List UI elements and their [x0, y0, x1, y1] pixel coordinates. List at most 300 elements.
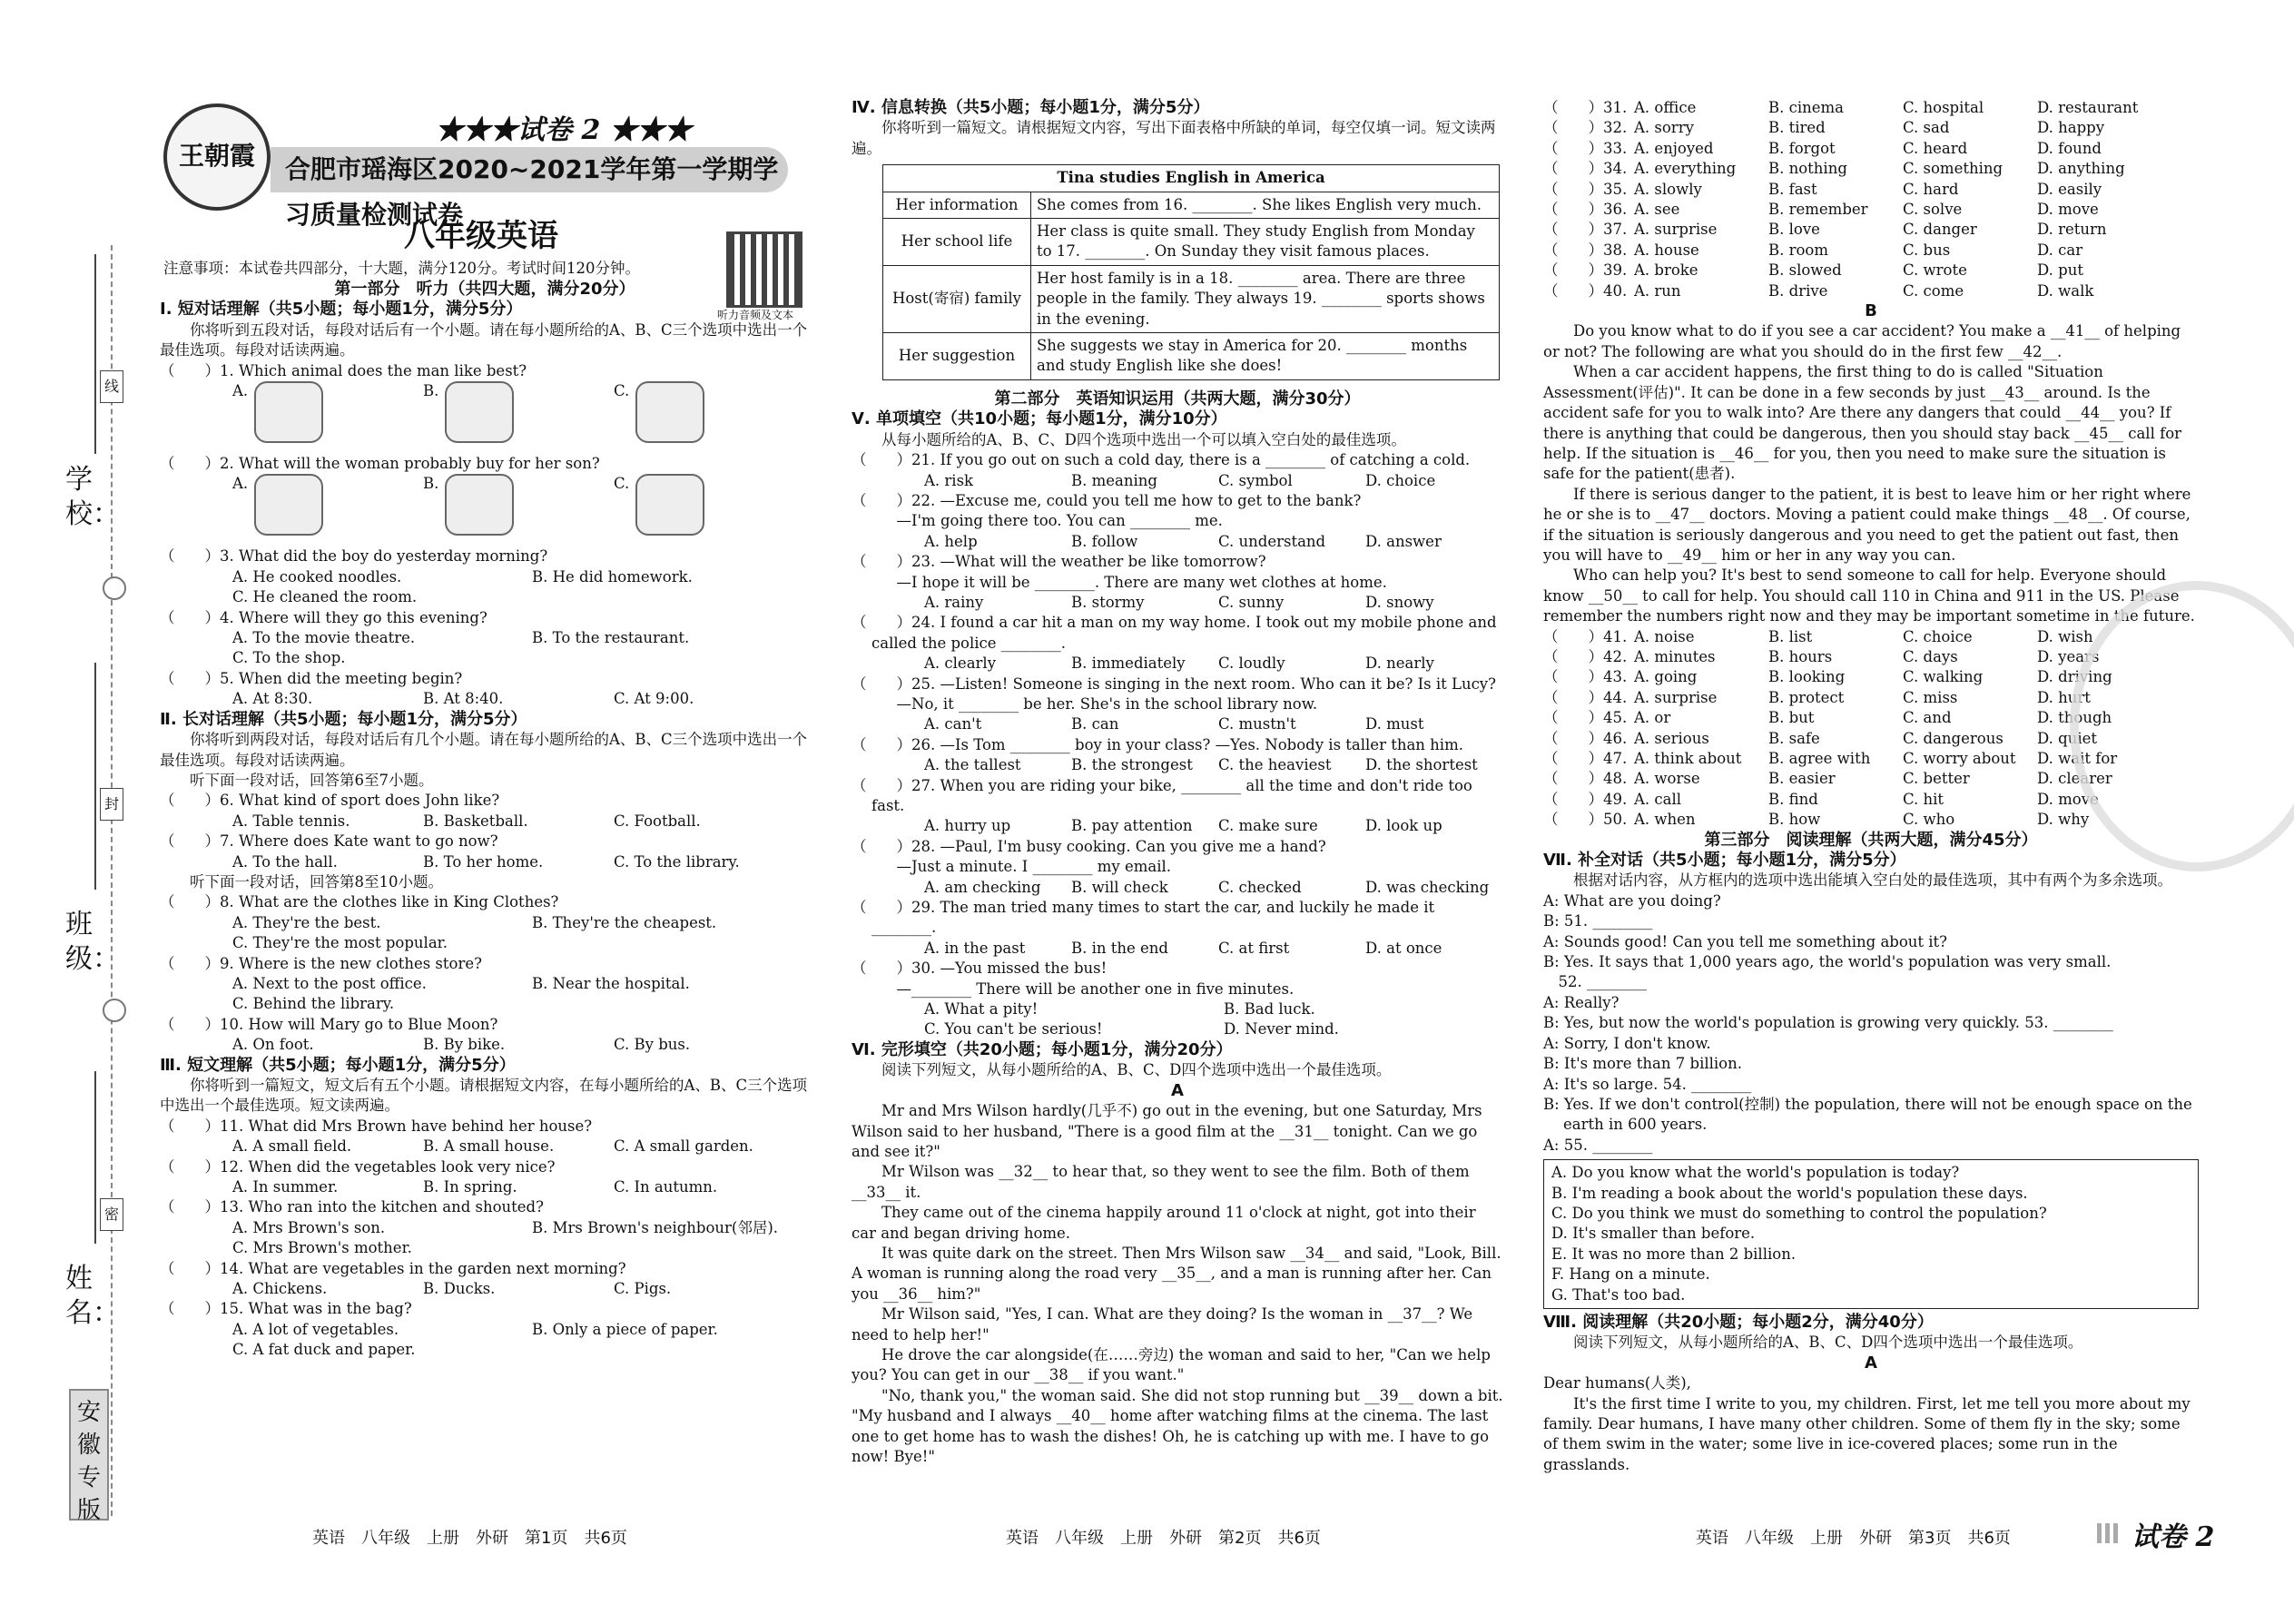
- question-stem: （ ）29. The man tried many times to start the car, and luckily he made it ________.: [852, 899, 1435, 937]
- picture-option[interactable]: [614, 381, 804, 401]
- option[interactable]: B. He did homework.: [532, 567, 693, 586]
- question-stem: （ ）8. What are the clothes like in King Clothes?: [160, 893, 559, 911]
- option[interactable]: D. return: [2037, 221, 2107, 239]
- option[interactable]: B. At 8:40.: [423, 690, 504, 708]
- option[interactable]: D. nearly: [1365, 655, 1434, 673]
- option[interactable]: A. risk: [924, 471, 974, 489]
- option[interactable]: C. choice: [1903, 627, 1973, 645]
- section-heading: 第一部分 听力（共四大题，满分20分）: [334, 280, 635, 299]
- option[interactable]: A. Mrs Brown's son.: [232, 1218, 386, 1236]
- option[interactable]: A. going: [1634, 668, 1698, 686]
- option[interactable]: B. find: [1768, 790, 1818, 808]
- option[interactable]: A. A lot of vegetables.: [232, 1320, 399, 1338]
- option[interactable]: C. at first: [1218, 939, 1290, 957]
- options-row: [160, 994, 810, 1014]
- instruction-text: They came out of the cinema happily around 11 o'clock at night, got into their car and began driving home.: [852, 1204, 1476, 1242]
- option[interactable]: B. Only a piece of paper.: [532, 1320, 718, 1338]
- instruction-text: It was quite dark on the street. Then Mrs Wilson saw __34__ and said, "Look, Bill. A woman is running along the road very __35__, and a man is running after her. Can you __36__ him?": [852, 1244, 1501, 1303]
- option[interactable]: A. He cooked noodles.: [232, 567, 402, 586]
- option[interactable]: C. Behind the library.: [232, 995, 395, 1013]
- option[interactable]: A. To the movie theatre.: [232, 629, 416, 647]
- option[interactable]: B. how: [1768, 811, 1821, 829]
- option[interactable]: A. clearly: [924, 655, 997, 673]
- option[interactable]: D. move: [2037, 790, 2099, 808]
- dialogue-line: B: Yes. It says that 1,000 years ago, the world's population was very small.: [1543, 953, 2112, 971]
- option[interactable]: C. solve: [1903, 201, 1963, 219]
- option[interactable]: A. hurry up: [924, 817, 1011, 835]
- question-stem: （ ）11. What did Mrs Brown have behind her house?: [160, 1117, 593, 1135]
- question-stem: （ ）1. Which animal does the man like best?: [160, 361, 527, 379]
- option[interactable]: B. the strongest: [1071, 756, 1193, 774]
- picture-options: [160, 474, 810, 546]
- option[interactable]: B. cinema: [1768, 99, 1845, 116]
- option[interactable]: A. enjoyed: [1634, 139, 1714, 157]
- question-number: （ ）38.: [1543, 241, 1628, 259]
- option[interactable]: C. A fat duck and paper.: [232, 1341, 416, 1359]
- instruction-text: Mr Wilson said, "Yes, I can. What are they doing? Is the woman in __37__? We need to help her!": [852, 1305, 1473, 1343]
- option[interactable]: B. To her home.: [423, 852, 544, 871]
- instruction-text: Mr and Mrs Wilson hardly(几乎不) go out in the evening, but one Saturday, Mrs Wilson said to her husband, "There is a good film at the __31__ tonight. Can we go and see it?": [852, 1102, 1482, 1160]
- option[interactable]: A. Next to the post office.: [232, 974, 427, 992]
- question-stem: （ ）27. When you are riding your bike, ________ all the time and don't ride too fast.: [852, 776, 1472, 814]
- question-number: （ ）35.: [1543, 180, 1628, 198]
- question-number: （ ）48.: [1543, 770, 1628, 788]
- question-stem: —I'm going there too. You can ________ me.: [852, 512, 1223, 530]
- option[interactable]: D. quiet: [2037, 729, 2097, 747]
- options-row: [1543, 241, 2199, 261]
- option[interactable]: C. bus: [1903, 241, 1951, 259]
- row-text: She comes from 16. ________. She likes English very much.: [1031, 192, 1500, 218]
- option[interactable]: A. To the hall.: [232, 852, 338, 871]
- table-title: Tina studies English in America: [883, 165, 1500, 192]
- option[interactable]: A. surprise: [1634, 221, 1718, 239]
- instruction-text: Who can help you? It's best to send someone to call for help. Everyone should know __50__ to call for help. You should call 110 in China and 911 in the US. Please remember the numbers right now and they may be important sometime in the future.: [1543, 566, 2195, 625]
- option[interactable]: D. answer: [1365, 532, 1442, 550]
- column-2: [852, 98, 1503, 1467]
- instruction-text: When a car accident happens, the first thing to do is called "Situation Assessment(评估)". It can be done in a few seconds by just __43__ around. Is the accident safe for you to walk into? Are there any dangers that could __44__ you? If there is anything that could be dangerous, then you should stay back __45__ call for help. If the situation is __46__ for you, then you need to make sure the situation is safe for the patient(患者).: [1543, 363, 2182, 483]
- instruction-text: 你将听到两段对话，每段对话后有几个小题。请在每小题所给的A、B、C三个选项中选出一个最佳选项。每段对话读两遍。: [160, 731, 808, 769]
- options-row: [160, 1340, 810, 1360]
- option[interactable]: C. To the shop.: [232, 649, 346, 667]
- option[interactable]: C. danger: [1903, 221, 1977, 239]
- option[interactable]: A. when: [1634, 811, 1696, 829]
- option[interactable]: C. heard: [1903, 139, 1968, 157]
- option[interactable]: B. slowed: [1768, 261, 1842, 280]
- options-row: [160, 933, 810, 953]
- option[interactable]: A. On foot.: [232, 1036, 314, 1054]
- option[interactable]: A. slowly: [1634, 180, 1702, 198]
- option[interactable]: A. They're the best.: [232, 913, 381, 931]
- picture-option[interactable]: [423, 381, 614, 401]
- passage-label: B: [1865, 301, 1877, 321]
- option-letter: B.: [423, 382, 439, 400]
- options-row: [160, 1177, 810, 1197]
- option[interactable]: D. happy: [2037, 119, 2105, 137]
- option[interactable]: A. or: [1634, 709, 1671, 727]
- options-row: [852, 816, 1503, 836]
- instruction-text: 你将听到五段对话，每段对话后有一个小题。请在每小题所给的A、B、C三个选项中选出一个最佳选项。每段对话读两遍。: [160, 320, 808, 359]
- option[interactable]: B. tired: [1768, 119, 1826, 137]
- option[interactable]: A. serious: [1634, 729, 1709, 747]
- question-stem: （ ）28. —Paul, I'm busy cooking. Can you give me a hand?: [852, 837, 1326, 855]
- option[interactable]: C. sad: [1903, 119, 1950, 137]
- option[interactable]: B. agree with: [1768, 750, 1871, 767]
- question-stem: （ ）12. When did the vegetables look very nice?: [160, 1157, 556, 1176]
- question-number: （ ）42.: [1543, 647, 1628, 665]
- option[interactable]: D. put: [2037, 261, 2083, 280]
- options-row: [160, 628, 810, 648]
- option[interactable]: C. come: [1903, 281, 1964, 300]
- option[interactable]: C. He cleaned the room.: [232, 588, 418, 606]
- picture-option[interactable]: [614, 474, 804, 494]
- exam-notice: 注意事项：本试卷共四部分，十大题，满分120分。考试时间120分钟。: [163, 260, 640, 277]
- row-text: Her host family is in a 18. ________ area. There are three people in the family. They always 19. ________ sports shows in the evening.: [1031, 265, 1500, 332]
- option-picture-icon: [635, 474, 704, 536]
- question-stem: （ ）30. —You missed the bus!: [852, 960, 1108, 978]
- options-row: [160, 852, 810, 872]
- options-row: [160, 689, 810, 709]
- option[interactable]: A. What a pity!: [924, 1000, 1039, 1019]
- option[interactable]: B. room: [1768, 241, 1829, 259]
- option[interactable]: D. snowy: [1365, 593, 1434, 611]
- option[interactable]: B. nothing: [1768, 160, 1847, 178]
- option[interactable]: B. Near the hospital.: [532, 974, 690, 992]
- passage-label: A: [1865, 1353, 1877, 1373]
- options-row: [1543, 220, 2199, 240]
- option[interactable]: B. By bike.: [423, 1036, 506, 1054]
- option[interactable]: A. am checking: [924, 878, 1041, 896]
- option[interactable]: A. rainy: [924, 593, 984, 611]
- options-row: [1543, 180, 2199, 200]
- binding-hole: [103, 576, 126, 600]
- option[interactable]: C. understand: [1218, 532, 1326, 550]
- option[interactable]: A. in the past: [924, 939, 1026, 957]
- option[interactable]: D. wish: [2037, 627, 2093, 645]
- question-number: （ ）46.: [1543, 729, 1628, 747]
- options-row: [852, 1019, 1503, 1039]
- option[interactable]: A. surprise: [1634, 688, 1718, 706]
- option[interactable]: A. minutes: [1634, 647, 1716, 665]
- option[interactable]: D. restaurant: [2037, 99, 2139, 116]
- instruction-text: 听下面一段对话，回答第6至7小题。: [190, 771, 434, 789]
- province-tag: 安徽专版: [69, 1389, 109, 1521]
- section-heading: Ⅵ. 完形填空（共20小题；每小题1分，满分20分）: [852, 1039, 1233, 1059]
- option[interactable]: D. car: [2037, 241, 2083, 259]
- option[interactable]: D. though: [2037, 709, 2112, 727]
- options-row: [1543, 118, 2199, 138]
- option[interactable]: B. fast: [1768, 180, 1817, 198]
- options-row: [852, 714, 1503, 734]
- question-stem: （ ）6. What kind of sport does John like?: [160, 792, 500, 810]
- option[interactable]: A. think about: [1634, 750, 1742, 767]
- instruction-text: If there is serious danger to the patient, it is best to leave him or her right where he or she is to __47__ doctors. Moving a patient could make things __48__. Of course, if the situation is seriously dangerous and you need to get the patient out fast, then you will have to __49__ him or her in any way you can.: [1543, 485, 2191, 564]
- table-row: [883, 219, 1500, 266]
- option[interactable]: B. immediately: [1071, 655, 1186, 673]
- section-heading: Ⅲ. 短文理解（共5小题；每小题1分，满分5分）: [160, 1055, 516, 1075]
- question-stem: （ ）4. Where will they go this evening?: [160, 608, 487, 626]
- option[interactable]: C. checked: [1218, 878, 1302, 896]
- question-stem: （ ）23. —What will the weather be like tomorrow?: [852, 553, 1266, 571]
- dialogue-line: A: It's so large. 54. ________: [1543, 1075, 1752, 1093]
- option[interactable]: C. In autumn.: [614, 1178, 718, 1196]
- option[interactable]: A. broke: [1634, 261, 1698, 280]
- option[interactable]: B. Basketball.: [423, 812, 528, 830]
- options-row: [852, 878, 1503, 898]
- option[interactable]: D. years: [2037, 647, 2100, 665]
- option[interactable]: A. worse: [1634, 770, 1700, 788]
- question-number: （ ）33.: [1543, 139, 1628, 157]
- picture-option[interactable]: [232, 474, 423, 494]
- option-letter: C.: [614, 382, 630, 400]
- section-heading: Ⅴ. 单项填空（共10小题；每小题1分，满分10分）: [852, 409, 1227, 429]
- option[interactable]: C. To the library.: [614, 852, 740, 871]
- option[interactable]: B. remember: [1768, 201, 1868, 219]
- instruction-text: 阅读下列短文，从每小题所给的A、B、C、D四个选项中选出一个最佳选项。: [1573, 1334, 2083, 1352]
- paper-badge: 试卷 2: [2132, 1521, 2215, 1553]
- option[interactable]: C. the heaviest: [1218, 756, 1332, 774]
- option[interactable]: C. You can't be serious!: [924, 1020, 1103, 1038]
- option[interactable]: B. Ducks.: [423, 1280, 496, 1298]
- row-label: Host(寄宿) family: [883, 265, 1031, 332]
- box-option: C. Do you think we must do something to control the population?: [1551, 1204, 2047, 1222]
- option[interactable]: C. Football.: [614, 812, 701, 830]
- option[interactable]: B. Bad luck.: [1224, 1000, 1315, 1019]
- options-row: [160, 1218, 810, 1238]
- option[interactable]: D. was checking: [1365, 878, 1490, 896]
- option[interactable]: C. They're the most popular.: [232, 934, 448, 952]
- option[interactable]: B. will check: [1071, 878, 1168, 896]
- option[interactable]: D. clearer: [2037, 770, 2112, 788]
- page-footer: 英语 八年级 上册 外研 第1页 共6页: [312, 1529, 627, 1548]
- options-row: [160, 1137, 810, 1156]
- options-row: [1543, 139, 2199, 159]
- box-option: F. Hang on a minute.: [1551, 1265, 1710, 1284]
- option[interactable]: A. At 8:30.: [232, 690, 313, 708]
- options-row: [852, 532, 1503, 552]
- option[interactable]: C. dangerous: [1903, 729, 2004, 747]
- option[interactable]: C. At 9:00.: [614, 690, 694, 708]
- question-number: （ ）37.: [1543, 221, 1628, 239]
- question-number: （ ）36.: [1543, 201, 1628, 219]
- option[interactable]: D. Never mind.: [1224, 1020, 1339, 1038]
- options-row: [160, 1238, 810, 1258]
- row-text: She suggests we stay in America for 20. ________ months and study English like she does!: [1031, 333, 1500, 380]
- option[interactable]: A. see: [1634, 201, 1680, 219]
- question-number: （ ）50.: [1543, 811, 1628, 829]
- option[interactable]: A. run: [1634, 281, 1681, 300]
- option[interactable]: C. wrote: [1903, 261, 1967, 280]
- option[interactable]: B. protect: [1768, 688, 1845, 706]
- secret-mark: 密: [100, 1198, 123, 1231]
- option[interactable]: D. the shortest: [1365, 756, 1478, 774]
- option[interactable]: D. choice: [1365, 471, 1436, 489]
- instruction-text: 根据对话内容，从方框内的选项中选出能填入空白处的最佳选项，其中有两个为多余选项。: [1573, 871, 2172, 890]
- question-stem: （ ）15. What was in the bag?: [160, 1300, 412, 1318]
- options-row: [1543, 200, 2199, 220]
- option[interactable]: A. sorry: [1634, 119, 1694, 137]
- option[interactable]: C. By bus.: [614, 1036, 691, 1054]
- box-option: G. That's too bad.: [1551, 1285, 1686, 1304]
- question-stem: —No, it ________ be her. She's in the school library now.: [852, 694, 1318, 713]
- option[interactable]: A. house: [1634, 241, 1699, 259]
- option[interactable]: D. anything: [2037, 160, 2125, 178]
- option[interactable]: A. call: [1634, 790, 1682, 808]
- option[interactable]: B. in the end: [1071, 939, 1168, 957]
- dialogue-line: 52. ________: [1543, 973, 1647, 991]
- option[interactable]: C. make sure: [1218, 817, 1318, 835]
- option[interactable]: C. hit: [1903, 790, 1944, 808]
- option[interactable]: B. love: [1768, 221, 1820, 239]
- dialogue-line: B: 51. ________: [1543, 912, 1653, 930]
- option[interactable]: C. better: [1903, 770, 1970, 788]
- option[interactable]: D. easily: [2037, 180, 2102, 198]
- option[interactable]: C. and: [1903, 709, 1952, 727]
- options-row: [852, 593, 1503, 613]
- option[interactable]: D. why: [2037, 811, 2090, 829]
- exam-title: 合肥市瑶海区2020~2021学年第一学期学习质量检测试卷: [271, 147, 788, 192]
- option[interactable]: A. can't: [924, 715, 982, 733]
- picture-option[interactable]: [423, 474, 614, 494]
- option-picture-icon: [254, 474, 323, 536]
- qr-caption: 听力音频及文本: [717, 309, 794, 321]
- options-row: [852, 755, 1503, 775]
- option[interactable]: A. Table tennis.: [232, 812, 350, 830]
- options-row: [852, 654, 1503, 674]
- question-stem: （ ）7. Where does Kate want to go now?: [160, 832, 498, 851]
- options-row: [160, 812, 810, 832]
- option[interactable]: A. A small field.: [232, 1137, 352, 1156]
- row-label: Her suggestion: [883, 333, 1031, 380]
- question-number: （ ）49.: [1543, 790, 1628, 808]
- option[interactable]: A. everything: [1634, 160, 1737, 178]
- options-row: [1543, 281, 2199, 301]
- box-option: D. It's smaller than before.: [1551, 1225, 1756, 1243]
- option[interactable]: B. can: [1071, 715, 1119, 733]
- section-heading: Ⅱ. 长对话理解（共5小题；每小题1分，满分5分）: [160, 709, 527, 729]
- instruction-text: 阅读下列短文，从每小题所给的A、B、C、D四个选项中选出一个最佳选项。: [881, 1061, 1392, 1079]
- option[interactable]: A. help: [924, 532, 978, 550]
- table-row: [883, 265, 1500, 332]
- option[interactable]: A. Chickens.: [232, 1280, 328, 1298]
- instruction-text: 你将听到一篇短文。请根据短文内容，写出下面表格中所缺的单词，每空仅填一词。短文读两遍。: [852, 119, 1496, 157]
- option[interactable]: C. A small garden.: [614, 1137, 753, 1156]
- option[interactable]: D. walk: [2037, 281, 2094, 300]
- page-footer: 英语 八年级 上册 外研 第2页 共6页: [1006, 1529, 1321, 1548]
- question-stem: （ ）10. How will Mary go to Blue Moon?: [160, 1015, 498, 1033]
- class-blank: [94, 663, 96, 890]
- option-picture-icon: [445, 474, 514, 536]
- option[interactable]: B. A small house.: [423, 1137, 555, 1156]
- option[interactable]: D. found: [2037, 139, 2102, 157]
- option-picture-icon: [254, 381, 323, 443]
- options-row: [160, 648, 810, 668]
- option[interactable]: C. hard: [1903, 180, 1959, 198]
- options-row: [852, 471, 1503, 491]
- question-stem: —I hope it will be ________. There are many wet clothes at home.: [852, 573, 1387, 591]
- question-number: （ ）47.: [1543, 750, 1628, 767]
- option[interactable]: C. who: [1903, 811, 1955, 829]
- option[interactable]: D. hurt: [2037, 688, 2091, 706]
- instruction-text: Mr Wilson was __32__ to hear that, so they went to see the film. Both of them __33__ it.: [852, 1163, 1470, 1201]
- option[interactable]: A. In summer.: [232, 1178, 339, 1196]
- question-stem: （ ）13. Who ran into the kitchen and shouted?: [160, 1198, 544, 1216]
- option[interactable]: B. To the restaurant.: [532, 629, 690, 647]
- question-stem: （ ）3. What did the boy do yesterday morning?: [160, 547, 548, 566]
- option[interactable]: B. follow: [1071, 532, 1138, 550]
- option[interactable]: A. noise: [1634, 627, 1695, 645]
- option[interactable]: A. office: [1634, 99, 1697, 116]
- option[interactable]: B. They're the cheapest.: [532, 913, 717, 931]
- brand-logo: 王朝霞: [163, 103, 271, 211]
- option[interactable]: B. but: [1768, 709, 1815, 727]
- options-row: [852, 999, 1503, 1019]
- option[interactable]: C. Mrs Brown's mother.: [232, 1239, 412, 1257]
- option[interactable]: C. miss: [1903, 688, 1958, 706]
- box-option: A. Do you know what the world's population is today?: [1551, 1164, 1960, 1182]
- option[interactable]: B. pay attention: [1071, 817, 1193, 835]
- option[interactable]: B. list: [1768, 627, 1813, 645]
- option[interactable]: B. drive: [1768, 281, 1828, 300]
- dialogue-line: A: What are you doing?: [1543, 891, 1721, 910]
- option[interactable]: C. loudly: [1218, 655, 1285, 673]
- option[interactable]: C. Pigs.: [614, 1280, 672, 1298]
- question-number: （ ）41.: [1543, 627, 1628, 645]
- instruction-text: 你将听到一篇短文，短文后有五个小题。请根据短文内容，在每小题所给的A、B、C三个选项中选出一个最佳选项。短文读两遍。: [160, 1077, 808, 1115]
- option[interactable]: D. move: [2037, 201, 2099, 219]
- option[interactable]: D. driving: [2037, 668, 2112, 686]
- section-heading: 第三部分 阅读理解（共两大题，满分45分）: [1704, 830, 2038, 850]
- option[interactable]: B. hours: [1768, 647, 1833, 665]
- option[interactable]: B. easier: [1768, 770, 1836, 788]
- option[interactable]: D. wait for: [2037, 750, 2118, 767]
- binding-hole: [103, 999, 126, 1022]
- option[interactable]: C. walking: [1903, 668, 1984, 686]
- instruction-text: He drove the car alongside(在……旁边) the woman and said to her, "Can we help you? You can get in our __38__ if you want.": [852, 1345, 1491, 1384]
- picture-options: [160, 381, 810, 454]
- page-footer: 英语 八年级 上册 外研 第3页 共6页: [1696, 1529, 2011, 1548]
- option[interactable]: B. In spring.: [423, 1178, 517, 1196]
- option[interactable]: D. must: [1365, 715, 1424, 733]
- option[interactable]: C. worry about: [1903, 750, 2016, 767]
- section-heading: Ⅶ. 补全对话（共5小题；每小题1分，满分5分）: [1543, 851, 1906, 871]
- option[interactable]: C. mustn't: [1218, 715, 1296, 733]
- option[interactable]: C. days: [1903, 647, 1958, 665]
- option[interactable]: B. Mrs Brown's neighbour(邻居).: [532, 1218, 779, 1236]
- option[interactable]: B. safe: [1768, 729, 1820, 747]
- question-stem: （ ）14. What are vegetables in the garden next morning?: [160, 1259, 626, 1277]
- option[interactable]: C. hospital: [1903, 99, 1984, 116]
- name-blank: [94, 1071, 96, 1244]
- question-stem: —Just a minute. I ________ my email.: [852, 858, 1171, 876]
- option[interactable]: A. the tallest: [924, 756, 1021, 774]
- row-text: Her class is quite small. They study English from Monday to 17. ________. On Sunday they visit famous places.: [1031, 219, 1500, 266]
- option[interactable]: C. symbol: [1218, 471, 1293, 489]
- option[interactable]: B. meaning: [1071, 471, 1157, 489]
- option[interactable]: B. forgot: [1768, 139, 1836, 157]
- option[interactable]: B. looking: [1768, 668, 1846, 686]
- option[interactable]: C. something: [1903, 160, 2004, 178]
- row-label: Her information: [883, 192, 1031, 218]
- picture-option[interactable]: [232, 381, 423, 401]
- option[interactable]: C. sunny: [1218, 593, 1285, 611]
- option[interactable]: D. at once: [1365, 939, 1442, 957]
- question-number: （ ）43.: [1543, 668, 1628, 686]
- option[interactable]: D. look up: [1365, 817, 1442, 835]
- school-label: 学校：: [65, 464, 120, 530]
- dialogue-line: A: 55. ________: [1543, 1136, 1653, 1154]
- option-picture-icon: [635, 381, 704, 443]
- option[interactable]: B. stormy: [1071, 593, 1145, 611]
